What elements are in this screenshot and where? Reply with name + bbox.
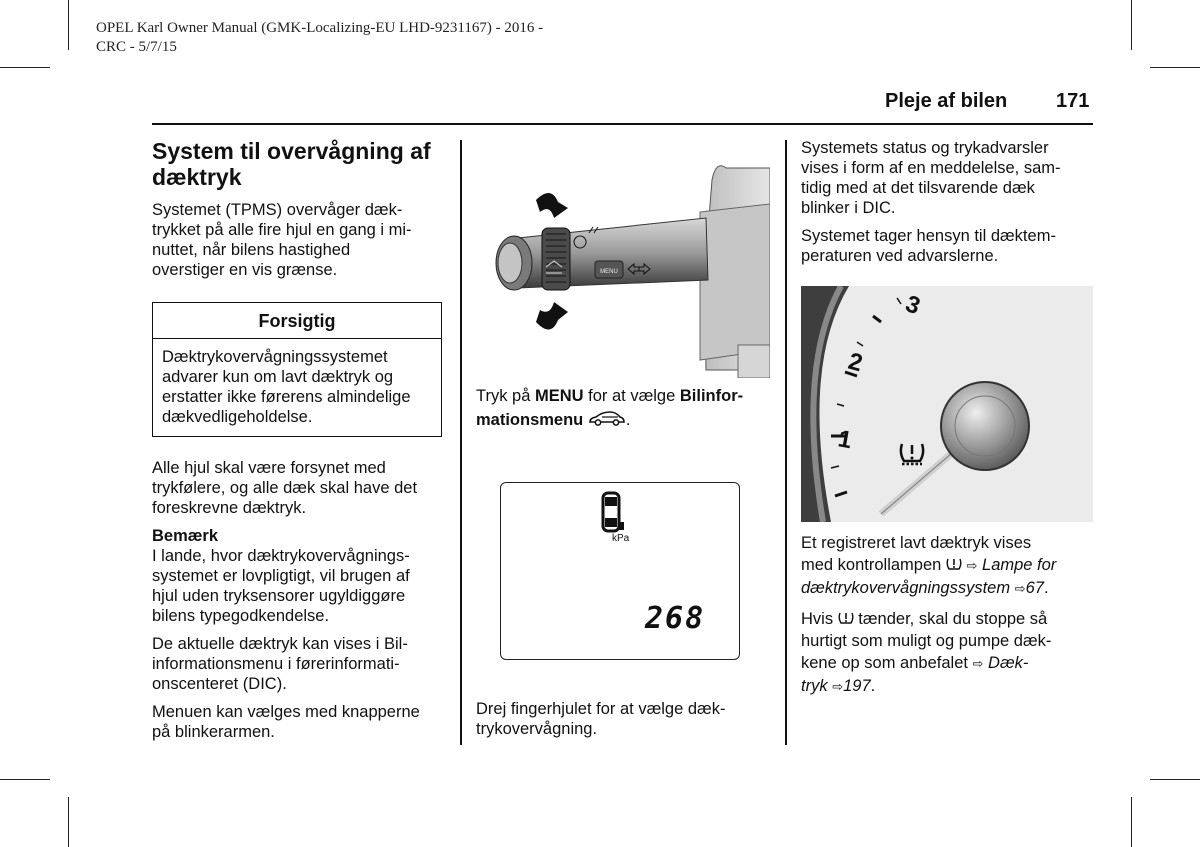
text-line: peraturen ved advarslerne. [801,247,999,265]
text-line: informationsmenu i førerinformati- [152,655,400,673]
column-divider [460,140,462,745]
cross-ref-link[interactable]: Dæk- [988,654,1029,672]
paragraph-dic [152,634,448,694]
cross-ref-link[interactable]: Lampe for [982,556,1057,574]
paragraph-temperature [801,226,1101,266]
caution-title: Forsigtig [153,303,441,339]
text-line: trykket på alle fire hjul en gang i mi- [152,221,412,239]
column-divider [785,140,787,745]
tpms-warning-icon [946,556,962,572]
crop-mark [68,797,69,847]
gauge-number: 1 [835,425,854,455]
pressure-unit: kPa [612,533,630,544]
text-inline: med kontrollampen [801,556,942,574]
cross-ref-arrow: ⇨ [972,656,984,671]
text-line: trykovervågning. [476,720,598,738]
caption-text: Tryk på [476,387,535,405]
text-line: foreskrevne dæktryk. [152,499,307,517]
column-middle-footer [476,699,776,739]
text-line: I lande, hvor dæktrykovervågnings- [152,547,410,565]
instrument-gauge-illustration [801,286,1093,522]
running-title: Pleje af bilen [885,90,1008,112]
note-heading: Bemærk [152,527,219,545]
dic-display [500,482,740,660]
tpms-warning-icon [838,610,854,626]
crop-mark [1131,797,1132,847]
paragraph-status [801,138,1101,218]
column-right-lower [801,532,1101,698]
pressure-value: 268 [645,601,706,636]
cross-ref-arrow: ⇨ [966,558,978,573]
intro-paragraph [152,200,448,280]
caption-bilinfo-keyword: mationsmenu [476,411,584,429]
text-inline: . [1043,579,1049,597]
text-line: trykfølere, og alle dæk skal have det [152,479,418,497]
print-metadata-line: CRC - 5/7/15 [96,39,177,55]
text-line: blinker i DIC. [801,199,896,217]
text-line: hjul uden tryksensorer ugyldiggøre [152,587,406,605]
crop-mark [0,779,50,780]
text-line: advarer kun om lavt dæktryk og [162,368,394,386]
header-rule [152,123,1093,125]
text-line: Systemet tager hensyn til dæktem- [801,227,1056,245]
text-line: overstiger en vis grænse. [152,261,338,279]
text-line: onscenteret (DIC). [152,675,287,693]
caption-text: . [625,411,631,429]
text-line: på blinkerarmen. [152,723,275,741]
text-line: dækvedligeholdelse. [162,408,313,426]
text-inline: Hvis [801,610,834,628]
text-inline: kene op som anbefalet [801,654,968,672]
crop-mark [1150,67,1200,68]
text-line: vises i form af en meddelelse, sam- [801,159,1061,177]
print-metadata-line: OPEL Karl Owner Manual (GMK-Localizing-EU LHD-9231167) - 2016 - [96,20,544,36]
text-line: Alle hjul skal være forsynet med [152,459,386,477]
text-line: nuttet, når bilens hastighed [152,241,351,259]
note-paragraph [152,546,448,626]
text-line: tidig med at det tilsvarende dæk [801,179,1035,197]
crop-mark [1131,0,1132,50]
text-line: Drej fingerhjulet for at vælge dæk- [476,700,726,718]
vehicle-tire-icon [599,491,625,535]
caption-text: for at vælge [583,387,680,405]
gauge-number: 2 [845,347,866,378]
section-heading-line: dæktryk [152,164,242,190]
text-line: Systemet (TPMS) overvåger dæk- [152,201,403,219]
page-number: 171 [1056,90,1090,112]
text-inline: tænder, skal du stoppe så [858,610,1048,628]
section-heading-line: System til overvågning af [152,138,431,164]
cross-ref-page[interactable]: 197 [843,677,871,695]
crop-mark [1150,779,1200,780]
text-inline: . [870,677,876,695]
text-line: bilens typegodkendelse. [152,607,330,625]
caption-menu [476,386,776,430]
column-right [801,138,1101,266]
menu-button-label: MENU [600,269,618,275]
caution-box [152,302,442,437]
print-metadata [96,19,616,57]
paragraph-sensors [152,458,448,518]
caution-body [153,339,441,436]
text-line: Et registreret lavt dæktryk vises [801,534,1032,552]
text-line: Menuen kan vælges med knapperne [152,703,420,721]
gauge-number: 3 [901,290,924,321]
cross-ref-page[interactable]: 67 [1025,579,1044,597]
caption-menu-keyword: MENU [534,387,584,405]
text-line: systemet er lovpligtigt, vil brugen af [152,567,410,585]
text-line: erstatter ikke førerens almindelige [162,388,411,406]
text-line: hurtigt som muligt og pumpe dæk- [801,632,1052,650]
text-line: De aktuelle dæktryk kan vises i Bil- [152,635,408,653]
cross-ref-link[interactable]: dæktrykovervågningssystem [801,579,1011,597]
car-icon [588,410,626,426]
text-line: Systemets status og trykadvarsler [801,139,1049,157]
cross-ref-link[interactable]: tryk [801,677,828,695]
text-line: Dæktrykovervågningssystemet [162,348,388,366]
turn-signal-stalk-illustration [476,160,770,378]
section-heading [152,138,448,190]
crop-mark [68,0,69,50]
caption-bilinfo-keyword: Bilinfor- [679,387,744,405]
cross-ref-arrow: ⇨ [1014,581,1026,596]
column-middle [476,386,776,430]
paragraph-menu [152,702,448,742]
cross-ref-arrow: ⇨ [832,679,844,694]
column-left [152,138,448,742]
crop-mark [0,67,50,68]
